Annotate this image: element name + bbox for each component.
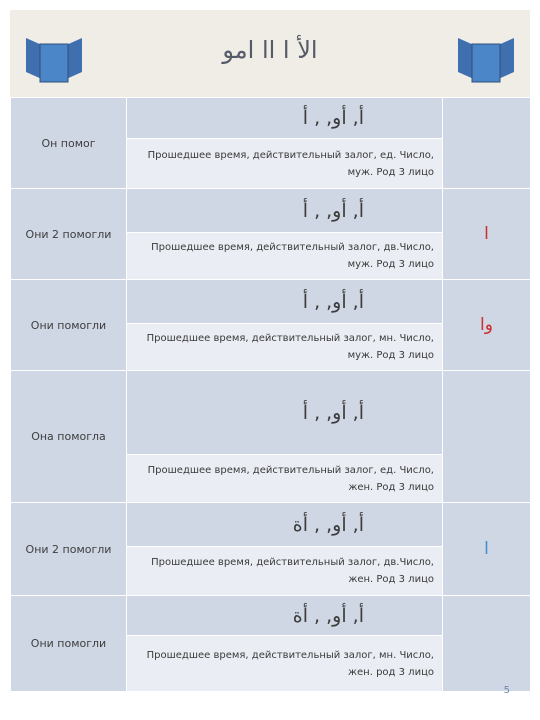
grammar-description: Прошедшее время, действительный залог, дв.Число, жен. Род 3 лицо xyxy=(127,547,443,596)
ending-cell: وا xyxy=(443,280,531,371)
conjugation-table xyxy=(10,97,531,692)
ending-cell-empty xyxy=(443,98,531,189)
grammar-description: Прошедшее время, действительный залог, мн. Число, муж. Род 3 лицо xyxy=(127,324,443,371)
arabic-form: أ, أو, , أ xyxy=(127,371,443,455)
arabic-form: أ, أو, , أ xyxy=(127,189,443,233)
ribbon-decoration-icon xyxy=(456,36,516,88)
person-cell: Они помогли xyxy=(11,596,127,692)
grammar-description: Прошедшее время, действительный залог, мн. Число, жен. род 3 лицо xyxy=(127,636,443,692)
page-number: 5 xyxy=(503,685,510,696)
slide-header xyxy=(10,10,530,97)
ending-cell-empty xyxy=(443,596,531,692)
person-cell: Она помогла xyxy=(11,371,127,503)
arabic-form: أ, أو, , أة xyxy=(127,596,443,636)
arabic-form: أ, أو, , أ xyxy=(127,280,443,324)
slide xyxy=(10,10,530,710)
grammar-description: Прошедшее время, действительный залог, дв.Число, муж. Род 3 лицо xyxy=(127,233,443,280)
person-cell: Он помог xyxy=(11,98,127,189)
person-cell: Они 2 помогли xyxy=(11,189,127,280)
ending-cell-empty xyxy=(443,371,531,503)
person-cell: Они 2 помогли xyxy=(11,503,127,596)
ending-cell: ا xyxy=(443,503,531,596)
arabic-form: أ, أو, , أ xyxy=(127,98,443,139)
person-cell: Они помогли xyxy=(11,280,127,371)
arabic-form: أ, أو, , أة xyxy=(127,503,443,547)
grammar-description: Прошедшее время, действительный залог, ед. Число, жен. Род 3 лицо xyxy=(127,455,443,503)
grammar-description: Прошедшее время, действительный залог, ед. Число, муж. Род 3 лицо xyxy=(127,139,443,189)
slide-title: الأ ا اا امو xyxy=(222,36,318,64)
ending-cell: ا xyxy=(443,189,531,280)
